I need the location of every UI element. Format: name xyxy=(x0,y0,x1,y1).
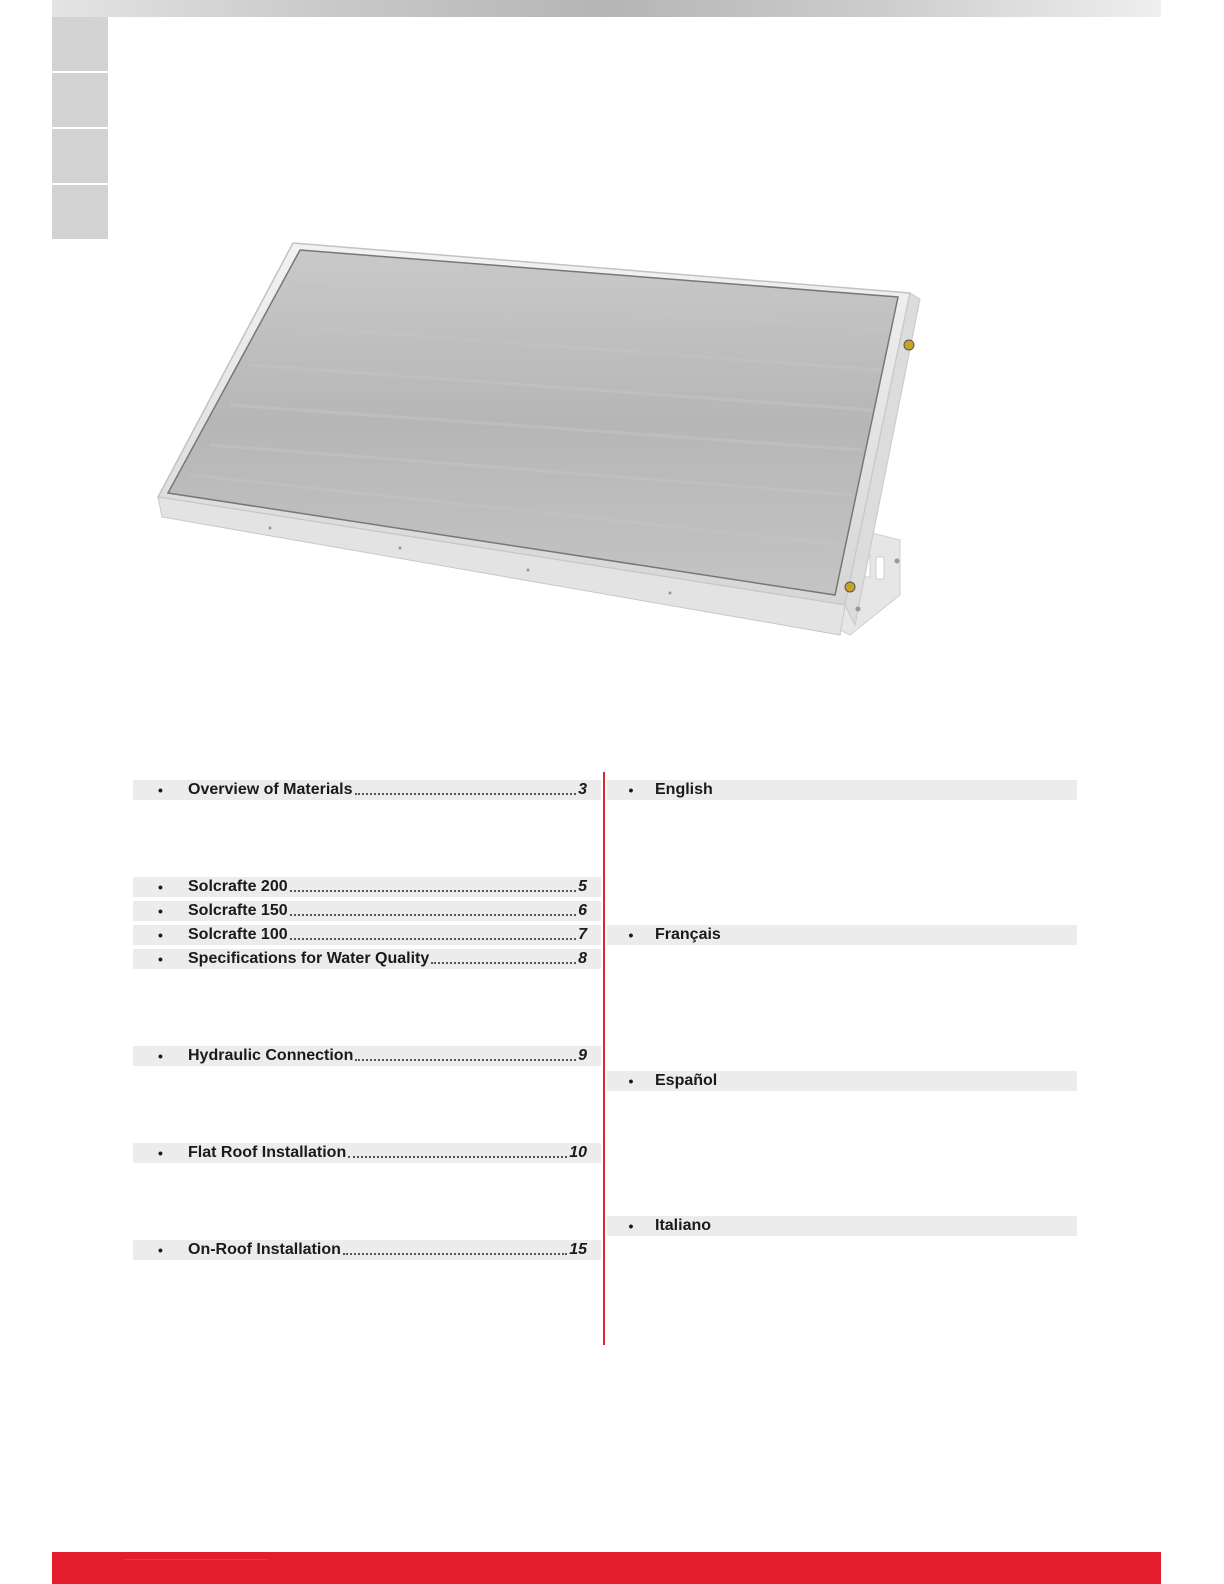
toc-label: Overview of Materials xyxy=(188,781,353,798)
toc-page-number: 8 xyxy=(578,950,587,967)
bullet: • xyxy=(628,1073,634,1089)
toc-label: Solcrafte 200 xyxy=(188,878,288,895)
dot-leader xyxy=(348,1156,567,1158)
bullet: • xyxy=(158,1242,163,1258)
column-divider xyxy=(603,772,605,1345)
language-label: English xyxy=(655,781,713,798)
dot-leader xyxy=(343,1253,567,1255)
bullet: • xyxy=(628,927,634,943)
language-item-espanol[interactable] xyxy=(607,1071,1077,1091)
table-of-contents xyxy=(133,0,603,1584)
toc-item-hydraulic-connection[interactable] xyxy=(133,1046,601,1066)
language-item-english[interactable] xyxy=(607,780,1077,800)
dot-leader xyxy=(290,914,576,916)
toc-item-solcrafte-150[interactable] xyxy=(133,901,601,921)
bullet: • xyxy=(158,1048,163,1064)
toc-label: Hydraulic Connection xyxy=(188,1047,354,1064)
language-label: Italiano xyxy=(655,1217,712,1234)
dot-leader xyxy=(290,890,576,892)
toc-page-number: 6 xyxy=(578,902,587,919)
bullet: • xyxy=(158,927,163,943)
bullet: • xyxy=(628,782,634,798)
toc-item-specifications-water-quality[interactable] xyxy=(133,949,601,969)
toc-label: Solcrafte 100 xyxy=(188,926,288,943)
side-tab xyxy=(52,129,108,183)
toc-label: Specifications for Water Quality xyxy=(188,950,430,967)
bullet: • xyxy=(158,879,163,895)
language-item-francais[interactable] xyxy=(607,925,1077,945)
dot-leader xyxy=(355,793,577,795)
language-item-italiano[interactable] xyxy=(607,1216,1077,1236)
language-label: Español xyxy=(655,1072,718,1089)
toc-item-solcrafte-200[interactable] xyxy=(133,877,601,897)
toc-item-flat-roof-installation[interactable] xyxy=(133,1143,601,1163)
dot-leader xyxy=(355,1059,576,1061)
side-tab xyxy=(52,185,108,239)
side-tab xyxy=(52,17,108,71)
toc-page-number: 9 xyxy=(578,1047,587,1064)
bullet: • xyxy=(158,903,163,919)
dot-leader xyxy=(431,962,576,964)
toc-page-number: 7 xyxy=(578,926,587,943)
bullet: • xyxy=(628,1218,634,1234)
toc-page-number: 5 xyxy=(578,878,587,895)
toc-item-overview-of-materials[interactable] xyxy=(133,780,601,800)
language-list xyxy=(607,0,1079,1584)
toc-page-number: 10 xyxy=(569,1144,587,1161)
footer-link-underline[interactable] xyxy=(125,1559,267,1560)
toc-label: Solcrafte 150 xyxy=(188,902,288,919)
toc-page-number: 15 xyxy=(569,1241,587,1258)
bullet: • xyxy=(158,782,163,798)
side-tab xyxy=(52,73,108,127)
dot-leader xyxy=(290,938,576,940)
bullet: • xyxy=(158,951,163,967)
toc-label: On-Roof Installation xyxy=(188,1241,341,1258)
language-label: Français xyxy=(655,926,721,943)
toc-item-solcrafte-100[interactable] xyxy=(133,925,601,945)
toc-label: Flat Roof Installation xyxy=(188,1144,347,1161)
toc-item-on-roof-installation[interactable] xyxy=(133,1240,601,1260)
side-tab-strip xyxy=(52,17,108,241)
footer-bar xyxy=(52,1552,1161,1584)
bullet: • xyxy=(158,1145,163,1161)
toc-page-number: 3 xyxy=(578,781,587,798)
